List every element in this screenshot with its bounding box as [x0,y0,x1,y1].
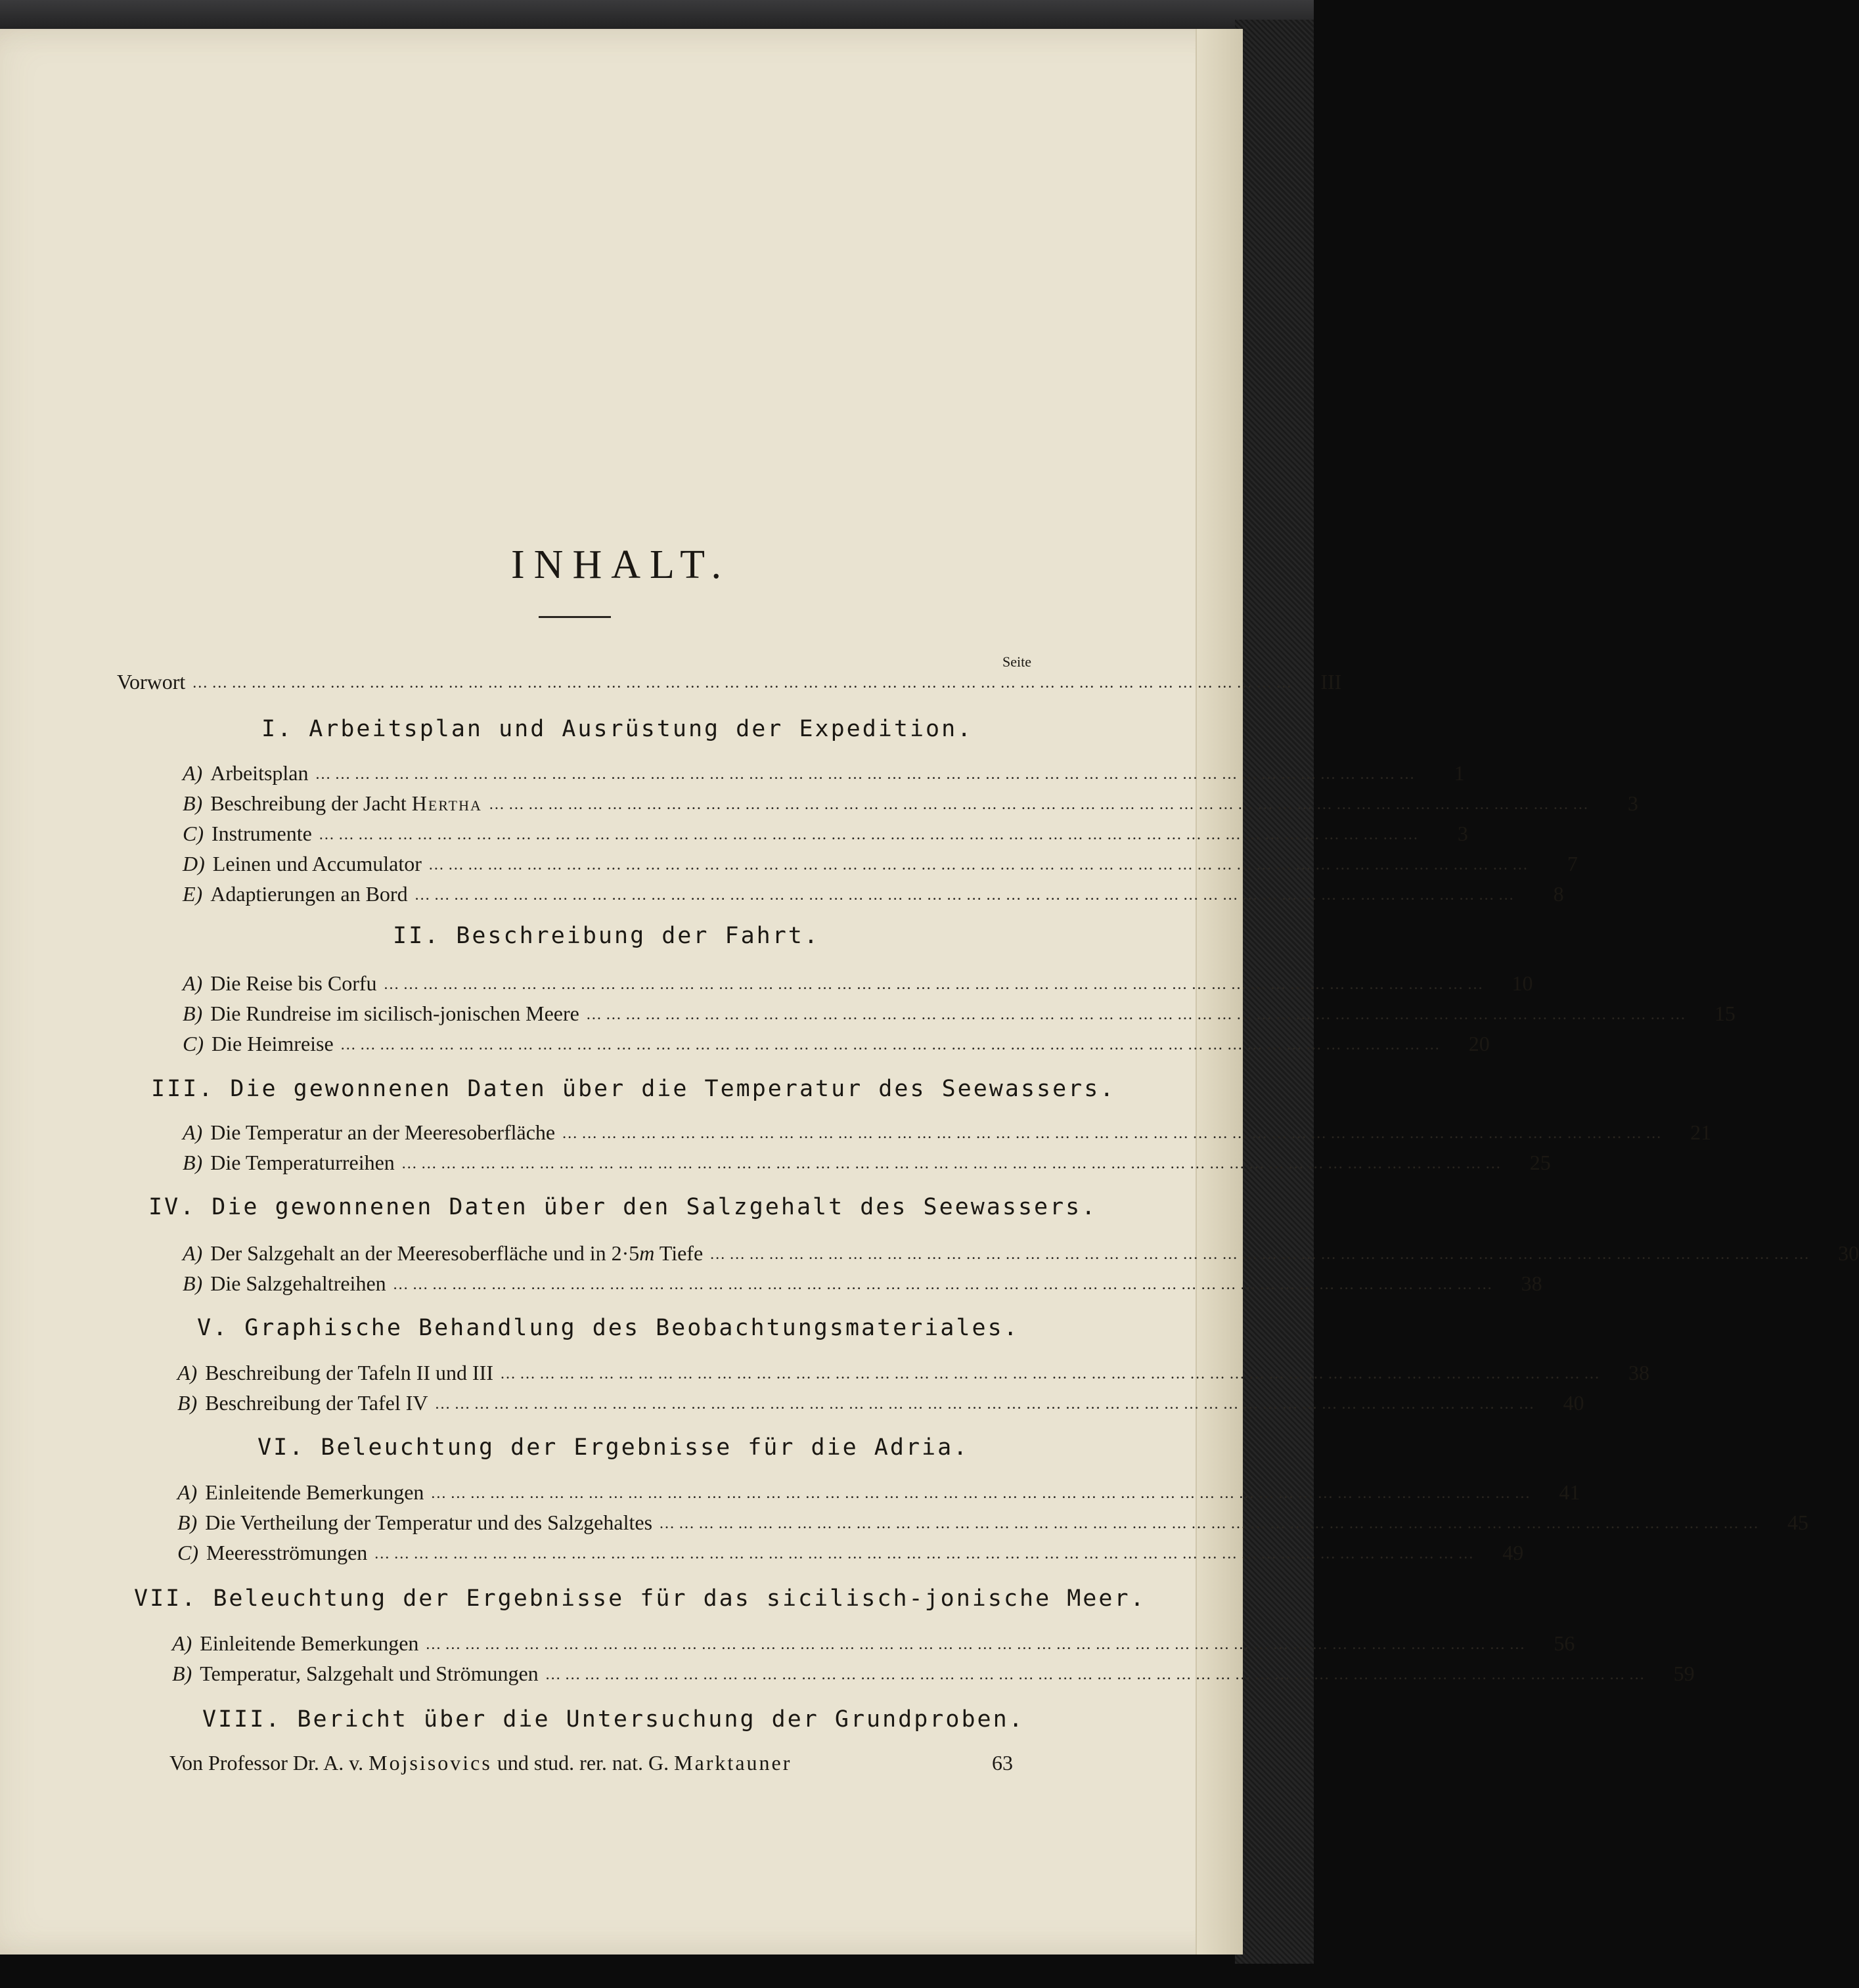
toc-page-number: 1 [1454,761,1465,785]
toc-page-number: 7 [1567,852,1578,875]
entry-letter: C) [183,1032,204,1055]
toc-entry-label: Einleitende Bemerkungen [205,1480,424,1504]
leader-dots: …………………………………………………………………………………………………………………………………………………… [315,766,1419,783]
toc-entry-label: Die Reise bis Corfu [210,971,377,995]
entry-letter: B) [183,1151,203,1174]
toc-entry[interactable] [177,1539,1524,1566]
leader-dots: …………………………………………………………………………………………………………………………………………………… [401,1155,1505,1172]
entry-text: Der Salzgehalt an der Meeresoberfläche und in 2·5 [210,1241,640,1265]
toc-entry-vorwort[interactable] [117,669,1342,695]
entry-letter: B) [177,1391,198,1415]
toc-entry[interactable] [183,1030,1490,1057]
toc-entry-label [210,1240,703,1266]
section-heading-8: VIII. Bericht über die Untersuchung der Grundproben. [202,1706,1025,1733]
toc-page-number: 10 [1512,971,1533,995]
toc-page-number: 21 [1690,1120,1712,1144]
toc-entry[interactable] [177,1509,1809,1535]
toc-page-number: 3 [1457,822,1468,845]
toc-entry[interactable] [183,760,1465,786]
leader-dots: …………………………………………………………………………………………………………………………………………………… [340,1036,1444,1053]
toc-entry-label: Die Heimreise [212,1032,334,1055]
entry-letter: C) [177,1541,198,1564]
toc-entry[interactable] [183,850,1578,877]
section-heading-1: I. Arbeitsplan und Ausrüstung der Expedition. [261,716,974,742]
leader-dots: …………………………………………………………………………………………………………………………………………………… [383,976,1487,993]
entry-letter: B) [183,791,203,815]
entry-letter: A) [172,1631,192,1655]
toc-page-number: 41 [1559,1480,1580,1504]
entry-letter: A) [183,1120,203,1144]
leader-dots: …………………………………………………………………………………………………………………………………………………… [192,674,1296,692]
toc-page-number: III [1320,670,1342,694]
toc-entry-label: Einleitende Bemerkungen [200,1631,419,1655]
leader-dots: …………………………………………………………………………………………………………………………………………………… [709,1246,1814,1263]
entry-letter: D) [183,852,205,875]
toc-entry-label: Beschreibung der Tafel IV [205,1391,428,1415]
leader-dots: …………………………………………………………………………………………………………………………………………………… [425,1636,1529,1653]
byline-author-2: Marktauner [674,1751,792,1775]
toc-page-number: 63 [992,1751,1013,1775]
toc-entry[interactable] [177,1479,1580,1505]
leader-dots: …………………………………………………………………………………………………………………………………………………… [318,826,1422,843]
toc-entry[interactable] [183,1270,1542,1296]
toc-entry[interactable] [172,1660,1695,1687]
toc-page-number: 38 [1521,1271,1542,1295]
leader-dots: …………………………………………………………………………………………………………………………………………………… [430,1485,1534,1502]
toc-entry-label: Beschreibung der Tafeln II und III [205,1361,493,1384]
ship-name: Hertha [411,791,482,815]
leader-dots: …………………………………………………………………………………………………………………………………………………… [488,796,1592,813]
toc-page-number: 59 [1673,1662,1695,1685]
byline-prefix: Von Professor Dr. A. v. [169,1751,364,1775]
toc-entry[interactable] [177,1359,1649,1386]
toc-page-number: 15 [1714,1002,1736,1025]
toc-entry[interactable] [183,1119,1712,1145]
toc-entry-label: Die Rundreise im sicilisch-jonischen Meere [210,1002,579,1025]
entry-letter: E) [183,882,203,906]
toc-entry-label: Instrumente [212,822,312,845]
entry-text: Beschreibung der Jacht [210,791,407,815]
section-heading-4: IV. Die gewonnenen Daten über den Salzgehalt des Seewassers. [148,1194,1098,1220]
entry-letter: A) [183,971,203,995]
unit-meter: m [639,1241,655,1265]
page-title: INHALT. [511,542,730,587]
entry-letter: B) [177,1511,198,1534]
leader-dots: …………………………………………………………………………………………………………………………………………………… [414,887,1518,904]
entry-letter: A) [177,1480,198,1504]
toc-entry-label: Die Temperatur an der Meeresoberfläche [210,1120,556,1144]
toc-entry[interactable] [183,1149,1551,1176]
toc-entry-byline[interactable] [169,1750,1013,1776]
toc-entry[interactable] [183,970,1533,996]
toc-page-number: 45 [1787,1511,1809,1534]
section-heading-7: VII. Beleuchtung der Ergebnisse für das sicilisch-jonische Meer. [134,1585,1146,1612]
entry-letter: A) [183,761,203,785]
leader-dots: …………………………………………………………………………………………………………………………………………………… [392,1276,1496,1293]
toc-entry-label: Vorwort [117,670,186,694]
entry-letter: B) [172,1662,192,1685]
byline-middle: und stud. rer. nat. G. [497,1751,669,1775]
toc-entry-label: Die Temperaturreihen [210,1151,395,1174]
section-heading-5: V. Graphische Behandlung des Beobachtungsmateriales. [197,1315,1019,1341]
toc-entry-label [210,790,482,816]
byline-author-1: Mojsisovics [369,1751,492,1775]
toc-entry-label: Meeresströmungen [206,1541,368,1564]
toc-page-number: 30 [1838,1241,1859,1265]
toc-page-number: 3 [1627,791,1638,815]
toc-entry[interactable] [183,1000,1736,1027]
toc-page-number: 25 [1529,1151,1551,1174]
section-heading-3: III. Die gewonnenen Daten über die Temperatur des Seewassers. [151,1076,1116,1102]
toc-entry[interactable] [183,820,1468,847]
entry-letter: A) [183,1241,203,1265]
toc-entry[interactable] [172,1630,1575,1656]
leader-dots: …………………………………………………………………………………………………………………………………………………… [434,1396,1538,1413]
entry-letter: A) [177,1361,198,1384]
toc-page-number: 56 [1554,1631,1575,1655]
toc-page-number: 49 [1502,1541,1524,1564]
entry-letter: B) [183,1271,203,1295]
toc-entry[interactable] [183,881,1564,907]
toc-entry-label: Leinen und Accumulator [212,852,422,875]
leader-dots: …………………………………………………………………………………………………………………………………………………… [562,1125,1666,1142]
toc-entry[interactable] [183,790,1638,816]
toc-page-number: 38 [1628,1361,1649,1384]
toc-entry[interactable] [183,1240,1859,1266]
toc-page-number: 40 [1563,1391,1584,1415]
leader-dots: …………………………………………………………………………………………………………………………………………………… [428,856,1532,873]
toc-page-number: 20 [1468,1032,1490,1055]
toc-page-number: 8 [1553,882,1564,906]
section-heading-6: VI. Beleuchtung der Ergebnisse für die Adria. [258,1434,970,1461]
leader-dots: …………………………………………………………………………………………………………………………………………………… [545,1666,1649,1683]
toc-entry-label: Die Salzgehaltreihen [210,1271,386,1295]
toc-entry-label: Adaptierungen an Bord [210,882,408,906]
title-rule [539,616,611,618]
byline-text [169,1750,792,1776]
leader-dots: …………………………………………………………………………………………………………………………………………………… [499,1365,1603,1382]
section-heading-2: II. Beschreibung der Fahrt. [393,923,820,949]
toc-entry-label: Temperatur, Salzgehalt und Strömungen [200,1662,539,1685]
toc-entry[interactable] [177,1390,1584,1416]
entry-letter: C) [183,822,204,845]
toc-entry-label: Die Vertheilung der Temperatur und des Salzgehaltes [205,1511,653,1534]
leader-dots: …………………………………………………………………………………………………………………………………………………… [659,1515,1763,1532]
entry-letter: B) [183,1002,203,1025]
page-column-label: Seite [1002,653,1031,670]
leader-dots: …………………………………………………………………………………………………………………………………………………… [374,1545,1478,1562]
leader-dots: …………………………………………………………………………………………………………………………………………………… [585,1006,1690,1023]
toc-entry-label: Arbeitsplan [210,761,309,785]
entry-text-suffix: Tiefe [659,1241,704,1265]
